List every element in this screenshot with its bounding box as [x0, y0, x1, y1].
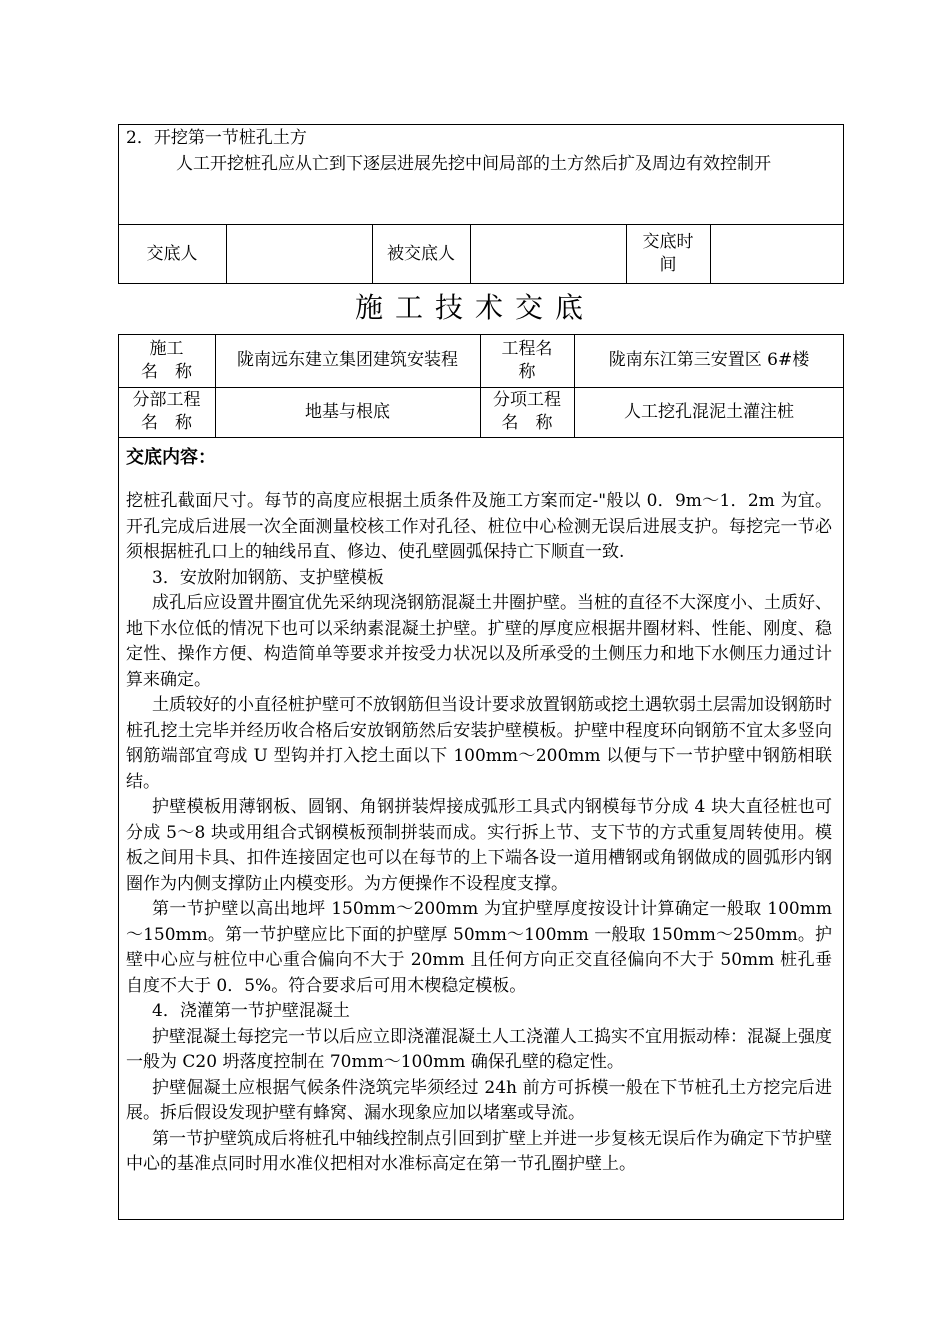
project-label [480, 334, 574, 387]
content-paragraph: 4．浇灌第一节护壁混凝土 [152, 1001, 350, 1021]
section-body: 人工开挖桩孔应从亡到下逐层进展先挖中间局部的土方然后扩及周边有效控制开 [176, 153, 771, 174]
subitem-label [480, 387, 574, 437]
receiver-value [470, 224, 626, 284]
construction-label-line2: 名 称 [141, 361, 192, 382]
section-heading: 2．开挖第一节桩孔土方 [126, 128, 307, 148]
content-body [126, 489, 832, 1178]
project-label-line2: 称 [518, 361, 536, 382]
content-paragraph: 土质较好的小直径桩护壁可不放钢筋但当设计要求放置钢筋或挖土遇软弱土层需加设钢筋时桩孔挖土完毕并经历收合格后安放钢筋然后安装护壁模板。护壁中程度环向钢筋不宜太多竖向钢筋端部宜弯成 U 型钩并打入挖土面以下 100mm～200mm 以便与下一节护壁中钢筋相联结。 [126, 695, 832, 792]
content-paragraph: 第一节护壁以高出地坪 150mm～200mm 为宜护壁厚度按设计计算确定一般取 100mm～150mm。第一节护壁应比下面的护壁厚 50mm～100mm 一般取 150mm～250mm。护壁中心应与桩位中心重合偏向不大于 20mm 且任何方向正交直径偏向不大于 50mm 桩孔垂自度不大于 0．5%。符合要求后可用木楔稳定模板。 [126, 899, 832, 996]
receiver-label: 被交底人 [387, 243, 455, 264]
construction-value-text: 陇南远东建立集团建筑安装程 [237, 350, 458, 370]
content-label: 交底内容： [126, 447, 216, 468]
row-divider [118, 437, 844, 438]
content-paragraph: 护壁倔凝土应根据气候条件浇筑完毕须经过 24h 前方可拆模一般在下节桩孔土方挖完后进展。拆后假设发现护壁有蜂窝、漏水现象应加以堵塞或导流。 [126, 1077, 832, 1123]
construction-value [215, 334, 480, 387]
construction-label [118, 334, 215, 387]
project-value: 陇南东江第三安置区 6#楼 [608, 350, 810, 370]
content-paragraph: 挖桩孔截面尺寸。每节的高度应根据土质条件及施工方案而定-"般以 0．9m～1．2m 为宜。开孔完成后进展一次全面测量校核工作对孔径、桩位中心检测无误后进展支护。每挖完一节必须根据桩孔口上的轴线吊直、修边、使孔壁圆弧保持亡下顺直一致. [126, 491, 832, 562]
content-paragraph: 3．安放附加钢筋、支护壁模板 [152, 567, 384, 588]
division-label-line2: 名 称 [141, 413, 192, 433]
division-label [118, 387, 215, 437]
giver-value [226, 224, 372, 284]
content-paragraph: 成孔后应设置井圈宜优先采纳现浇钢筋混凝土井圈护壁。当桩的直径不大深度小、土质好、地下水位低的情况下也可以采纳素混凝土护壁。扩壁的厚度应根据井圈材料、性能、刚度、稳定性、操作方便、构造简单等要求并按受力状况以及所承受的土侧压力和地下水侧压力通过计算来确定。 [126, 593, 832, 690]
page-title: 施工技术交底 [354, 291, 595, 324]
subitem-label-line2: 名 称 [501, 413, 553, 433]
time-label [626, 224, 710, 284]
time-label-line1: 交底时 [642, 232, 694, 252]
time-value [710, 224, 844, 284]
content-paragraph: 护壁模板用薄钢板、圆钢、角钢拼装焊接成弧形工具式内钢模每节分成 4 块大直径桩也可分成 5～8 块或用组合式钢模板预制拼装而成。实行拆上节、支下节的方式重复周转使用。模板之间用卡具、扣件连接固定也可以在每节的上下端各设一道用槽钢或角钢做成的圆弧形内钢圈作为内侧支撑防止内模变形。为方便操作不设程度支撑。 [126, 797, 832, 894]
subitem-label-line1: 分项工程 [493, 390, 561, 410]
division-value: 地基与根底 [305, 401, 390, 422]
time-label-line2: 间 [659, 255, 677, 275]
giver-label: 交底人 [146, 243, 198, 264]
top-section-text [126, 126, 830, 177]
content-paragraph: 第一节护壁筑成后将桩孔中轴线控制点引回到扩壁上并进一步复核无误后作为确定下节护壁中心的基准点同时用水准仪把相对水准标高定在第一节孔圈护壁上。 [126, 1128, 832, 1174]
subitem-value: 人工挖孔混泥土灌注桩 [624, 401, 794, 422]
division-label-line1: 分部工程 [132, 390, 201, 410]
content-paragraph: 护壁混凝土每挖完一节以后应立即浇灌混凝土人工浇灌人工捣实不宜用振动棒：混凝上强度一般为 C20 坍落度控制在 70mm～100mm 确保孔壁的稳定性。 [126, 1026, 832, 1072]
construction-label-line1: 施工 [149, 338, 184, 359]
project-label-line1: 工程名 [501, 338, 553, 359]
